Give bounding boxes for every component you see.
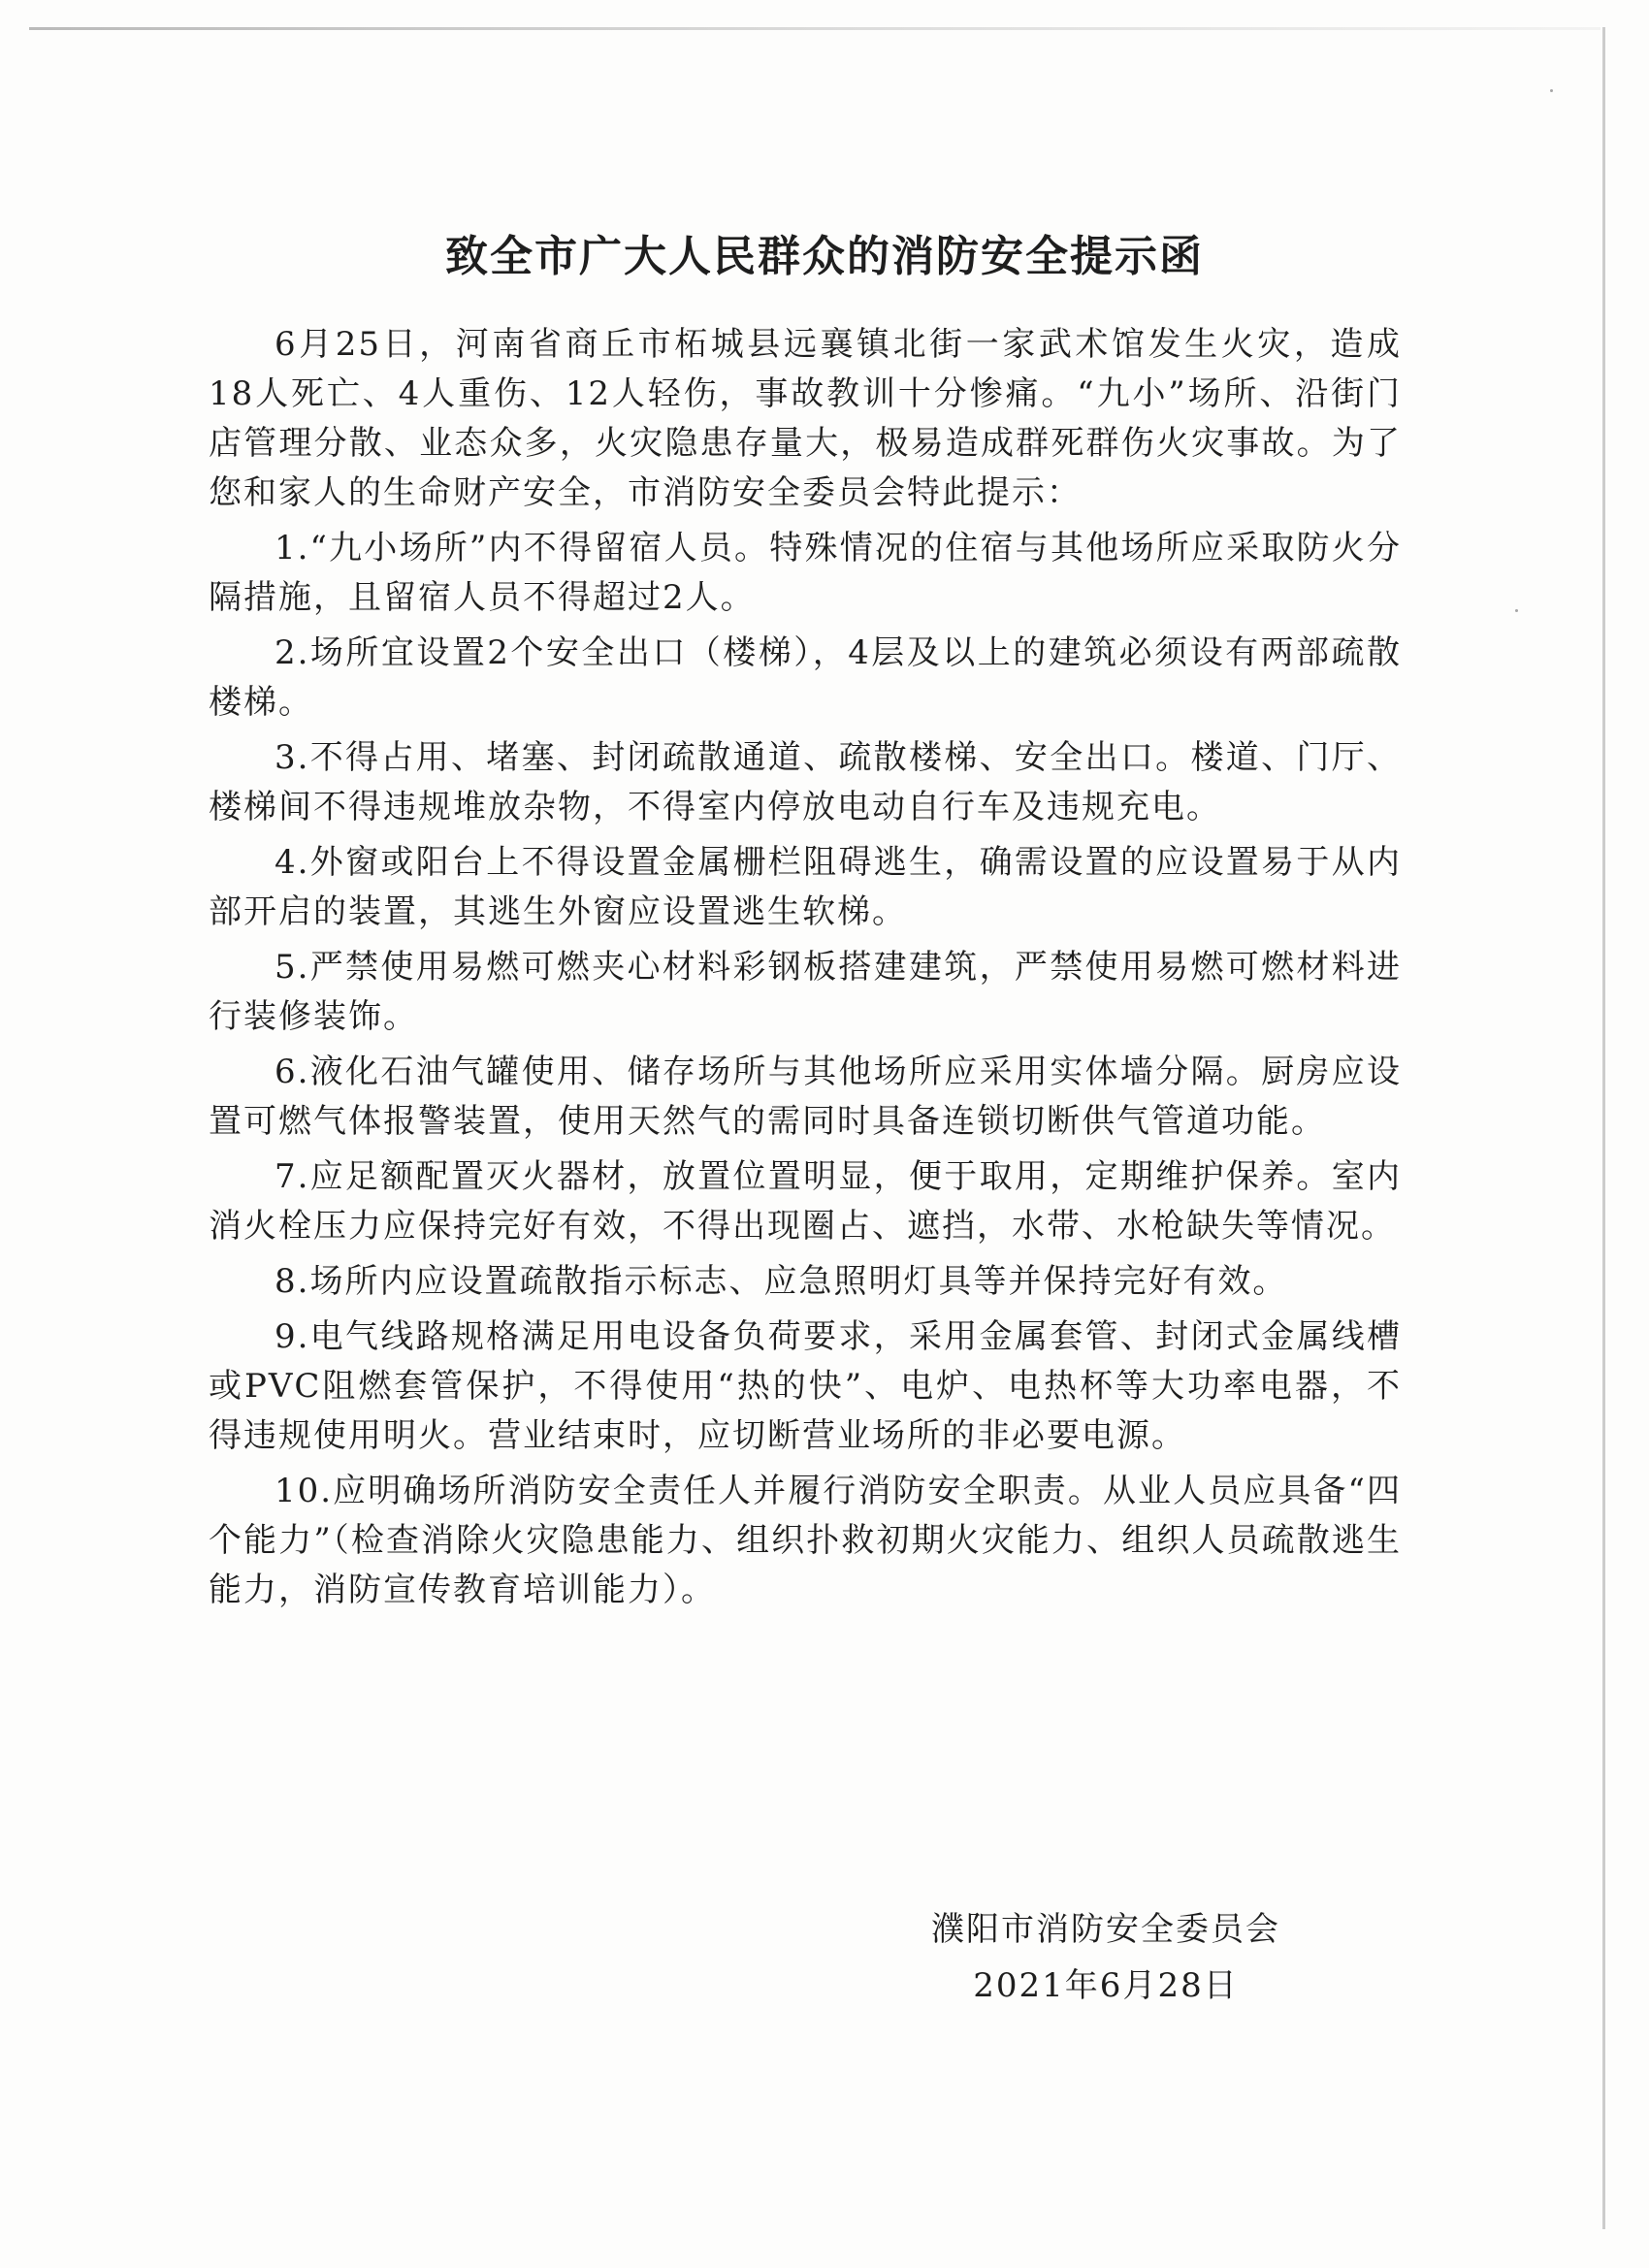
list-item: 10.应明确场所消防安全责任人并履行消防安全职责。从业人员应具备“四个能力”（检查消除火灾隐患能力、组织扑救初期火灾能力、组织人员疏散逃生能力，消防宣传教育培训能力）。 [209,1472,1402,1609]
document-body [209,320,1402,1615]
scan-speck [1550,89,1553,92]
list-item: 2.场所宜设置2个安全出口（楼梯），4层及以上的建筑必须设有两部疏散楼梯。 [209,633,1402,722]
intro-paragraph: 6月25日，河南省商丘市柘城县远襄镇北街一家武术馆发生火灾，造成18人死亡、4人重伤、12人轻伤，事故教训十分惨痛。“九小”场所、沿街门店管理分散、业态众多，火灾隐患存量大，极易造成群死群伤火灾事故。为了您和家人的生命财产安全，市消防安全委员会特此提示： [209,325,1402,512]
scan-edge-top [29,27,1600,30]
list-item: 3.不得占用、堵塞、封闭疏散通道、疏散楼梯、安全出口。楼道、门厅、楼梯间不得违规堆放杂物，不得室内停放电动自行车及违规充电。 [209,738,1402,826]
scan-edge-right [1602,27,1605,2229]
list-item: 1.“九小场所”内不得留宿人员。特殊情况的住宿与其他场所应采取防火分隔措施，且留宿人员不得超过2人。 [209,529,1402,617]
list-item: 5.严禁使用易燃可燃夹心材料彩钢板搭建建筑，严禁使用易燃可燃材料进行装修装饰。 [209,948,1402,1036]
list-item: 4.外窗或阳台上不得设置金属栅栏阻碍逃生，确需设置的应设置易于从内部开启的装置，其逃生外窗应设置逃生软梯。 [209,843,1402,931]
list-item: 9.电气线路规格满足用电设备负荷要求，采用金属套管、封闭式金属线槽或PVC阻燃套管保护，不得使用“热的快”、电炉、电热杯等大功率电器，不得违规使用明火。营业结束时，应切断营业场所的非必要电源。 [209,1317,1402,1455]
list-item: 7.应足额配置灭火器材，放置位置明显，便于取用，定期维护保养。室内消火栓压力应保持完好有效，不得出现圈占、遮挡，水带、水枪缺失等情况。 [209,1157,1402,1246]
signature-block [902,1901,1310,2014]
list-item: 6.液化石油气罐使用、储存场所与其他场所应采用实体墙分隔。厨房应设置可燃气体报警装置，使用天然气的需同时具备连锁切断供气管道功能。 [209,1053,1402,1141]
list-item: 8.场所内应设置疏散指示标志、应急照明灯具等并保持完好有效。 [275,1262,1288,1301]
signature-org: 濮阳市消防安全委员会 [931,1910,1280,1949]
signature-date: 2021年6月28日 [973,1966,1239,2005]
scan-speck [1515,609,1518,612]
document-title: 致全市广大人民群众的消防安全提示函 [445,232,1204,281]
